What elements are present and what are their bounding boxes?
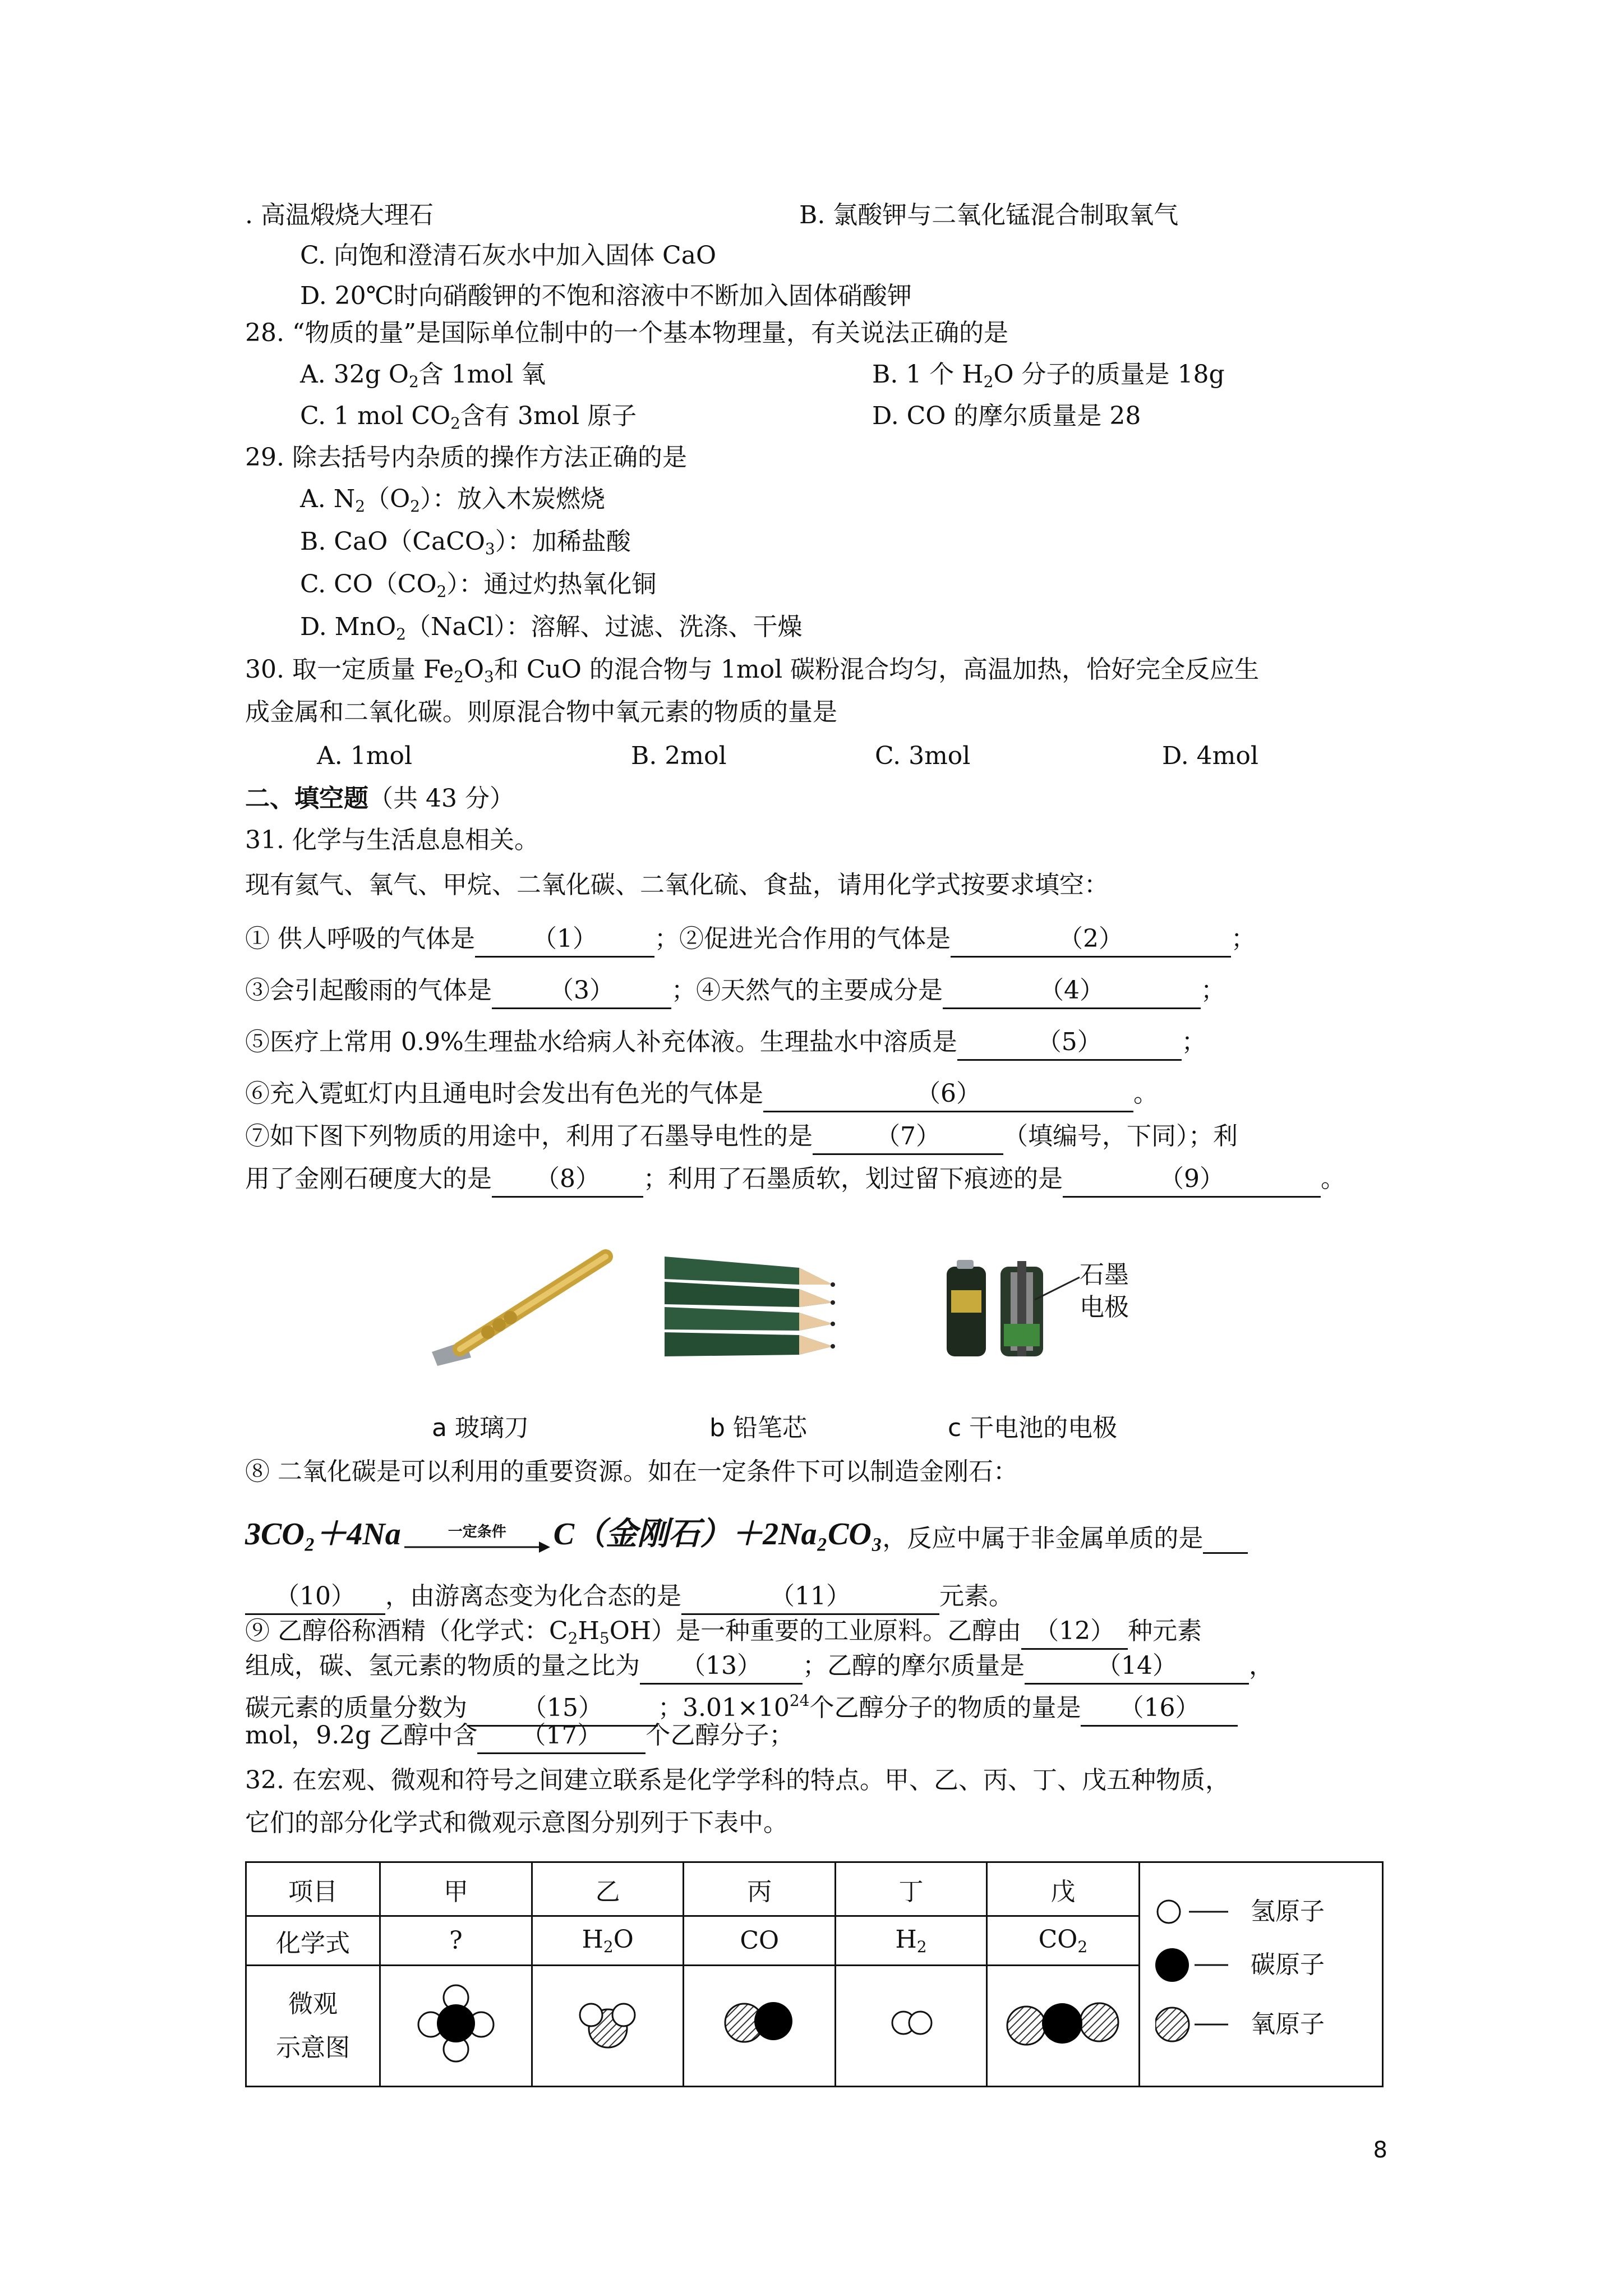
blank-8[interactable]: （8）: [492, 1162, 643, 1198]
cell-yi: 乙: [532, 1862, 683, 1916]
blank-17[interactable]: （17）: [477, 1719, 645, 1754]
blank-12[interactable]: （12）: [1021, 1614, 1128, 1650]
h2-model-icon: [883, 2000, 939, 2045]
blank-5[interactable]: （5）: [957, 1025, 1182, 1061]
q31-stem: 31. 化学与生活息息相关。: [245, 826, 539, 854]
cell-item: 项目: [246, 1862, 380, 1916]
q30-option-a: A. 1mol: [317, 742, 413, 770]
q28-option-a: A. 32g $O_2$含 1mol 氧: [300, 360, 546, 391]
q31-intro: 现有氦气、氧气、甲烷、二氧化碳、二氧化硫、食盐，请用化学式按要求填空：: [245, 871, 1109, 899]
legend-oxygen: 氧原子: [1155, 2005, 1325, 2044]
dry-battery-image: [942, 1257, 1054, 1363]
oxygen-atom-icon: [1155, 2005, 1234, 2044]
cell-formula-jia: ?: [380, 1916, 532, 1966]
q30-option-c: C. 3mol: [875, 742, 971, 770]
q27-option-d: D. 20℃时向硝酸钾的不饱和溶液中不断加入固体硝酸钾: [300, 282, 912, 310]
q32-stem-line2: 它们的部分化学式和微观示意图分别列于下表中。: [245, 1809, 788, 1837]
q29-option-c: C. $CO(CO_2)$：通过灼热氧化铜: [300, 570, 657, 601]
legend-hydrogen: 氢原子: [1155, 1895, 1325, 1929]
blank-10[interactable]: （10）: [245, 1580, 385, 1615]
section-heading: 二、填空题（共 43 分）: [245, 784, 514, 813]
equation-question: ，反应中属于非金属单质的是: [882, 1524, 1204, 1553]
q30-option-b: B. 2mol: [631, 742, 727, 770]
callout-line: [1032, 1274, 1082, 1303]
q28-stem: 28. “物质的量”是国际单位制中的一个基本物理量，有关说法正确的是: [245, 319, 1008, 347]
co2-model-icon: [998, 1992, 1127, 2054]
equation-products: C（金刚石）＋2Na₂CO₃: [553, 1517, 883, 1552]
electrode-label: 电极: [1080, 1293, 1129, 1322]
q31-line-6: 用了金刚石硬度大的是 （8） ；利用了石墨质软，划过留下痕迹的是 （9） 。: [245, 1158, 1345, 1200]
q28-option-d: D. CO 的摩尔质量是 28: [872, 402, 1141, 430]
equation-reactants: 3CO₂＋4Na: [245, 1517, 401, 1552]
q31-line-1: ① 供人呼吸的气体是 （1） ；②促进光合作用的气体是 （2） ；: [245, 918, 1256, 960]
q28-option-c: C. 1 mol $CO_2$含有 3mol 原子: [300, 402, 637, 432]
cell-micro-bing: [684, 1966, 836, 2087]
caption-b: b 铅笔芯: [709, 1414, 807, 1442]
graphite-label: 石墨: [1080, 1260, 1129, 1289]
q27-option-b: B. 氯酸钾与二氧化锰混合制取氧气: [799, 201, 1179, 229]
caption-a: a 玻璃刀: [432, 1414, 529, 1442]
q31-line-9: （10） ，由游离态变为化合态的是 （11） 元素。: [245, 1575, 1013, 1618]
blank-11[interactable]: （11）: [681, 1580, 939, 1615]
q31-line-5: ⑦如下图下列物质的用途中，利用了石墨导电性的是 （7） （填编号，下同）；利: [245, 1115, 1238, 1158]
q31-line-13: mol，9.2g 乙醇中含 （17） 个乙醇分子；: [245, 1714, 794, 1757]
blank-13[interactable]: （13）: [640, 1649, 803, 1685]
cell-micro-wu: [986, 1966, 1139, 2087]
blank-2[interactable]: （2）: [951, 922, 1231, 958]
cell-wu: 戊: [986, 1862, 1139, 1916]
cell-jia: 甲: [380, 1862, 532, 1916]
blank-15[interactable]: （15）: [467, 1691, 658, 1727]
cell-micro-label: 微观 示意图: [246, 1966, 380, 2087]
carbon-atom-icon: [1155, 1945, 1234, 1985]
water-model-icon: [569, 1984, 647, 2062]
cell-bing: 丙: [684, 1862, 836, 1916]
cell-formula-bing: CO: [684, 1916, 836, 1966]
blank-9[interactable]: （9）: [1063, 1162, 1321, 1198]
q30-stem-line1: 30. 取一定质量 $Fe_2O_3$和 CuO 的混合物与 1mol 碳粉混合均匀，高温加热，恰好完全反应生: [245, 655, 1260, 686]
q30-option-d: D. 4mol: [1162, 742, 1258, 770]
reaction-condition: 一定条件: [448, 1524, 506, 1540]
blank-16[interactable]: （16）: [1081, 1691, 1238, 1727]
q28-option-b: B. 1 个 $H_2O$ 分子的质量是 18g: [872, 360, 1225, 391]
cell-micro-ding: [836, 1966, 987, 2087]
blank-14[interactable]: （14）: [1025, 1649, 1249, 1685]
pencils-image: [665, 1251, 850, 1363]
q27-option-c: C. 向饱和澄清石灰水中加入固体 CaO: [300, 241, 717, 270]
cell-ding: 丁: [836, 1862, 987, 1916]
q29-option-b: B. CaO（CaCO$_3$）：加稀盐酸: [300, 527, 631, 558]
q29-stem: 29. 除去括号内杂质的操作方法正确的是: [245, 443, 687, 472]
q31-line-8: ⑧ 二氧化碳是可以利用的重要资源。如在一定条件下可以制造金刚石：: [245, 1457, 1018, 1486]
cell-micro-jia: [380, 1966, 532, 2087]
glass-cutter-image: [426, 1245, 617, 1369]
q29-option-a: A. $N_2(O_2)$：放入木炭燃烧: [300, 485, 605, 516]
blank-4[interactable]: （4）: [943, 974, 1201, 1009]
reaction-arrow: [404, 1524, 550, 1554]
blank-3[interactable]: （3）: [492, 974, 671, 1009]
legend-carbon: 碳原子: [1155, 1945, 1325, 1985]
hydrogen-atom-icon: [1155, 1895, 1234, 1929]
battery-callout-label: [1080, 1259, 1129, 1324]
arrow-icon: [404, 1540, 550, 1554]
cell-formula-ding: $H_2$: [836, 1916, 987, 1966]
cell-micro-yi: [532, 1966, 683, 2087]
blank-1[interactable]: （1）: [475, 922, 654, 958]
q32-stem-line1: 32. 在宏观、微观和符号之间建立联系是化学学科的特点。甲、乙、丙、丁、戊五种物质，: [245, 1766, 1230, 1795]
cell-formula-wu: $CO_2$: [986, 1916, 1139, 1966]
equation-line: [245, 1509, 1248, 1554]
caption-c: c 干电池的电极: [948, 1414, 1118, 1442]
co-model-icon: [712, 1992, 807, 2054]
q31-line-12: 碳元素的质量分数为 （15） ；$3.01\times 10^{24}$个乙醇分子的物质的量是 （16）: [245, 1680, 1238, 1729]
q27-option-a: . 高温煅烧大理石: [245, 201, 434, 229]
cell-formula-label: 化学式: [246, 1916, 380, 1966]
q31-line-4: ⑥充入霓虹灯内且通电时会发出有色光的气体是 （6） 。: [245, 1073, 1158, 1115]
cell-formula-yi: $H_2O$: [532, 1916, 683, 1966]
methane-model-icon: [408, 1975, 504, 2070]
q31-line-11: 组成，碳、氢元素的物质的量之比为 （13） ；乙醇的摩尔质量是 （14） ，: [245, 1645, 1274, 1687]
blank-6[interactable]: （6）: [763, 1077, 1133, 1112]
q31-line-10: ⑨ 乙醇俗称酒精（化学式：$C_2H_5OH$）是一种重要的工业原料。乙醇由 （12） 种元素: [245, 1610, 1202, 1660]
blank-7[interactable]: （7）: [813, 1120, 1003, 1155]
blank-10-start[interactable]: [1203, 1552, 1248, 1554]
q31-line-2: ③会引起酸雨的气体是 （3） ；④天然气的主要成分是 （4） ；: [245, 969, 1225, 1012]
q30-stem-line2: 成金属和二氧化碳。则原混合物中氧元素的物质的量是: [245, 698, 837, 726]
q31-line-3: ⑤医疗上常用 0.9%生理盐水给病人补充体液。生理盐水中溶质是 （5） ；: [245, 1021, 1206, 1064]
page-number: 8: [1373, 2137, 1387, 2163]
q29-option-d: D. MnO$_2$（NaCl）：溶解、过滤、洗涤、干燥: [300, 613, 803, 643]
